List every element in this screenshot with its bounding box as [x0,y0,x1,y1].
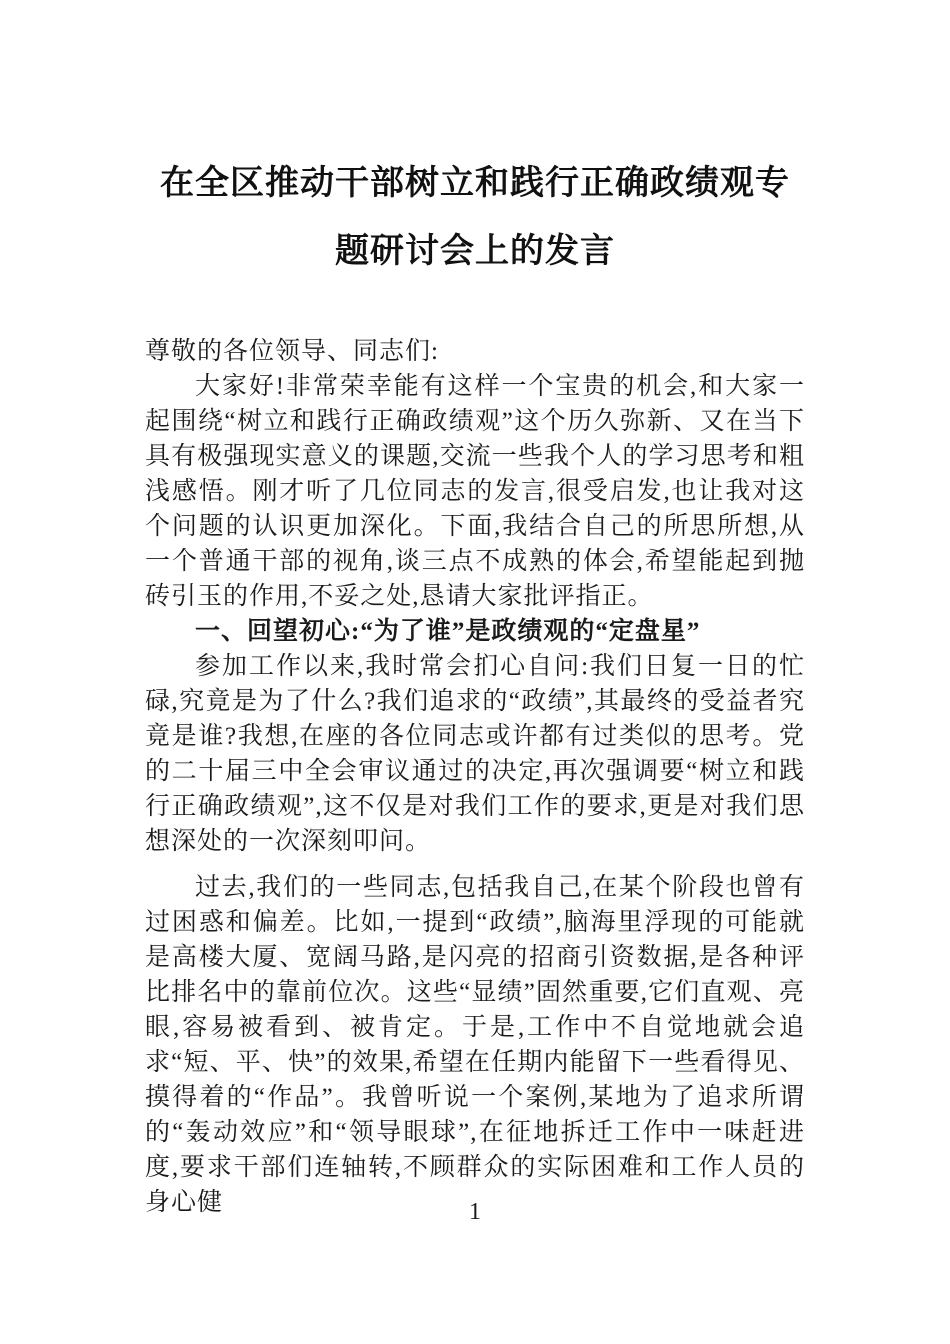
paragraph-intro: 大家好!非常荣幸能有这样一个宝贵的机会,和大家一起围绕“树立和践行正确政绩观”这个历久弥新、又在当下具有极强现实意义的课题,交流一些我个人的学习思考和粗浅感悟。刚才听了几位同志的发言,很受启发,也让我对这个问题的认识更加深化。下面,我结合自己的所思所想,从一个普通干部的视角,谈三点不成熟的体会,希望能起到抛砖引玉的作用,不妥之处,恳请大家批评指正。 [145,373,805,610]
document-title: 在全区推动干部树立和践行正确政绩观专题研讨会上的发言 [160,165,790,270]
document-body [145,334,805,1220]
section-heading-1: 一、回望初心:“为了谁”是政绩观的“定盘星” [195,618,701,645]
paragraph-section1-b: 过去,我们的一些同志,包括我自己,在某个阶段也曾有过困惑和偏差。比如,一提到“政绩”,脑海里浮现的可能就是高楼大厦、宽阔马路,是闪亮的招商引资数据,是各种评比排名中的靠前位次。这些“显绩”固然重要,它们直观、亮眼,容易被看到、被肯定。于是,工作中不自觉地就会追求“短、平、快”的效果,希望在任期内能留下一些看得见、摸得着的“作品”。我曾听说一个案例,某地为了追求所谓的“轰动效应”和“领导眼球”,在征地拆迁工作中一味赶进度,要求干部们连轴转,不顾群众的实际困难和工作人员的身心健 [145,874,805,1216]
page-number: 1 [469,1199,481,1225]
paragraph-section1-a: 参加工作以来,我时常会扪心自问:我们日复一日的忙碌,究竟是为了什么?我们追求的“政绩”,其最终的受益者究竟是谁?我想,在座的各位同志或许都有过类似的思考。党的二十届三中全会审议通过的决定,再次强调要“树立和践行正确政绩观”,这不仅是对我们工作的要求,更是对我们思想深处的一次深刻叩问。 [145,653,805,855]
salutation: 尊敬的各位领导、同志们: [145,338,439,365]
